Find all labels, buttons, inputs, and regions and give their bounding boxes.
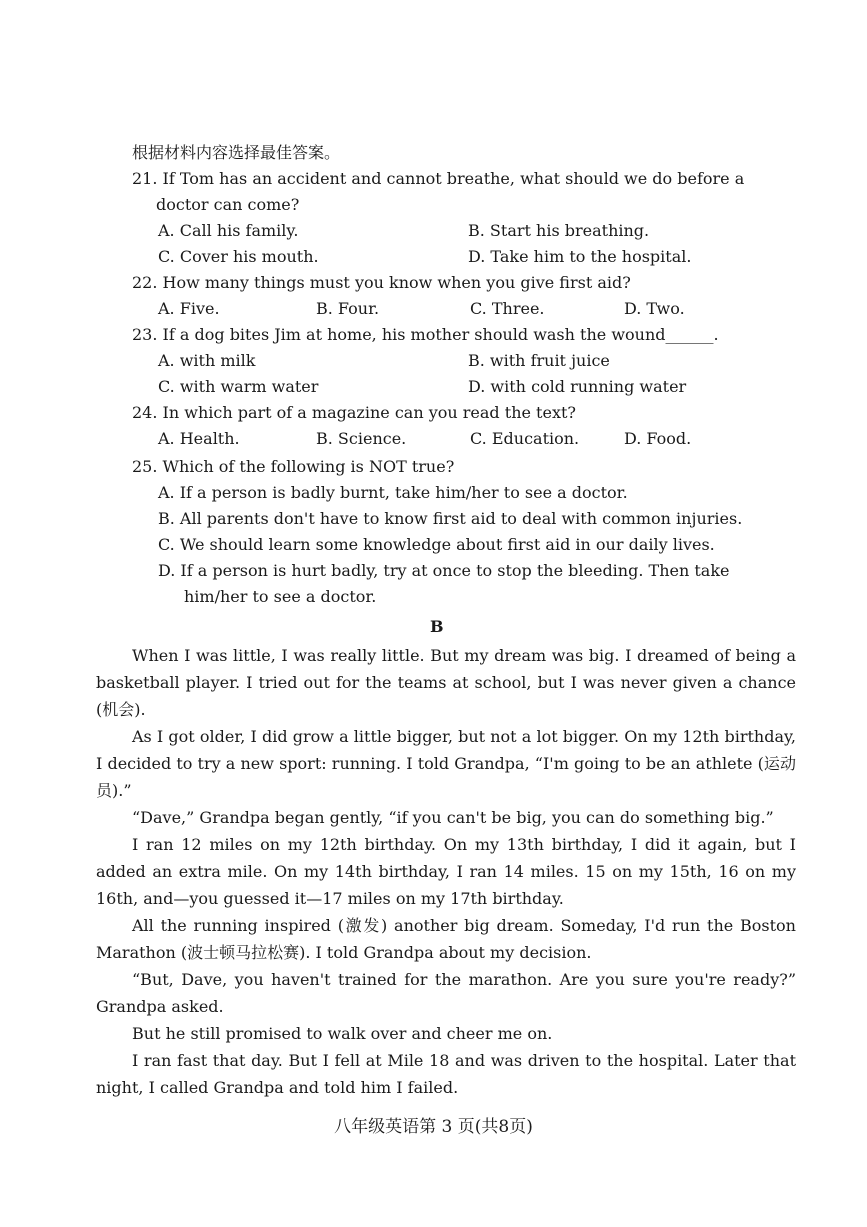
passage-paragraph: I ran 12 miles on my 12th birthday. On my 13th birthday, I did it again, but I added an extra mile. On my 14th birthday, I ran 14 miles. 15 on my 15th, 16 on my 16th, and—you guessed it—17 miles on my 17th birthday. [96, 835, 796, 908]
option-b: B. All parents don't have to know first aid to deal with common injuries. [158, 509, 743, 528]
options [158, 426, 792, 452]
option-a: A. Call his family. [158, 221, 299, 240]
question-stem: 24. In which part of a magazine can you read the text? [132, 403, 576, 422]
passage-paragraph: But he still promised to walk over and cheer me on. [132, 1024, 553, 1043]
instruction-text: 根据材料内容选择最佳答案。 [132, 143, 341, 162]
passage-paragraph: “Dave,” Grandpa began gently, “if you can't be big, you can do something big.” [132, 808, 774, 827]
option-d: D. If a person is hurt badly, try at once to stop the bleeding. Then take him/her to see a doctor. [158, 561, 730, 606]
question-stem: 21. If Tom has an accident and cannot breathe, what should we do before a doctor can come? [132, 169, 745, 214]
option-c: C. with warm water [158, 377, 319, 396]
section-heading: B [430, 617, 444, 636]
reading-passage [96, 642, 796, 1101]
option-a: A. If a person is badly burnt, take him/her to see a doctor. [158, 483, 628, 502]
options [158, 296, 792, 322]
option-b: B. with fruit juice [468, 351, 610, 370]
question-25 [132, 454, 792, 610]
options [158, 218, 792, 270]
options [158, 348, 792, 400]
question-stem: 22. How many things must you know when you give first aid? [132, 273, 631, 292]
option-a: A. Health. [158, 429, 240, 448]
option-c: C. Cover his mouth. [158, 247, 319, 266]
passage-paragraph: All the running inspired (激发) another big dream. Someday, I'd run the Boston Marathon (波士顿马拉松赛). I told Grandpa about my decision. [96, 916, 796, 962]
option-b: B. Science. [316, 429, 407, 448]
question-stem: 25. Which of the following is NOT true? [132, 457, 455, 476]
option-b: B. Start his breathing. [468, 221, 650, 240]
question-22 [132, 270, 792, 322]
passage-paragraph: I ran fast that day. But I fell at Mile 18 and was driven to the hospital. Later that night, I called Grandpa and told him I failed. [96, 1051, 796, 1097]
options [158, 480, 792, 610]
passage-paragraph: When I was little, I was really little. But my dream was big. I dreamed of being a basketball player. I tried out for the teams at school, but I was never given a chance (机会). [96, 646, 796, 719]
option-d: D. with cold running water [468, 377, 687, 396]
page-footer: 八年级英语第 3 页(共8页) [334, 1117, 533, 1137]
option-c: C. We should learn some knowledge about first aid in our daily lives. [158, 535, 715, 554]
question-24 [132, 400, 792, 452]
option-d: D. Food. [624, 429, 692, 448]
passage-paragraph: As I got older, I did grow a little bigger, but not a lot bigger. On my 12th birthday, I decided to try a new sport: running. I told Grandpa, “I'm going to be an athlete (运动员).” [96, 727, 796, 800]
passage-paragraph: “But, Dave, you haven't trained for the marathon. Are you sure you're ready?” Grandpa asked. [96, 970, 796, 1016]
option-d: D. Two. [624, 299, 685, 318]
option-a: A. with milk [158, 351, 256, 370]
option-c: C. Education. [470, 429, 580, 448]
option-c: C. Three. [470, 299, 545, 318]
question-21 [132, 166, 792, 270]
question-23 [132, 322, 792, 400]
option-a: A. Five. [158, 299, 220, 318]
question-stem: 23. If a dog bites Jim at home, his mother should wash the wound______. [132, 325, 719, 344]
option-d: D. Take him to the hospital. [468, 247, 692, 266]
option-b: B. Four. [316, 299, 380, 318]
